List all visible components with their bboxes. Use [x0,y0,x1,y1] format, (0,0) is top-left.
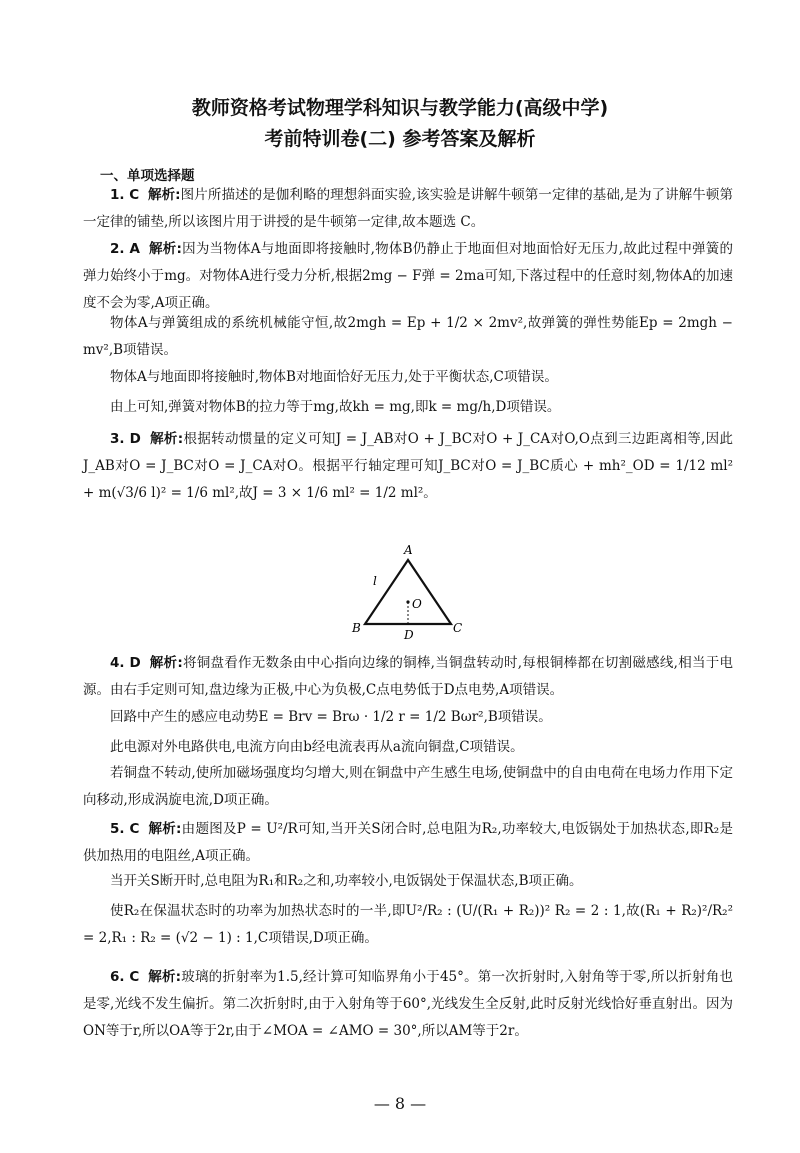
answer-2-para-1: 因为当物体A与地面即将接触时,物体B仍静止于地面但对地面恰好无压力,故此过程中弹簧的弹力始终小于mg。对物体A进行受力分析,根据2mg − F弹 = 2ma可知,下落过程中的任意时刻,物体A的加速度不会为零,A项正确。 [83,241,733,311]
answer-2-para-4: 由上可知,弹簧对物体B的拉力等于mg,故kh = mg,即k = mg/h,D项错误。 [110,399,561,415]
triangle-diagram [340,540,470,650]
page-title-line1: 教师资格考试物理学科知识与教学能力(高级中学) [191,97,609,119]
answer-4-para-3: 此电源对外电路供电,电流方向由b经电流表再从a流向铜盘,C项错误。 [110,739,524,755]
answer-3 [83,426,733,507]
answer-6-text: 玻璃的折射率为1.5,经计算可知临界角小于45°。第一次折射时,入射角等于零,所以折射角也是零,光线不发生偏折。第二次折射时,由于入射角等于60°,光线发生全反射,此时反射光线恰好垂直射出。因为ON等于r,所以OA等于2r,由于∠MOA = ∠AMO = 30°,所以AM等于2r。 [83,969,733,1039]
vertex-a-label: A [404,543,413,557]
side-length-label: l [373,574,377,588]
answer-2-para-3: 物体A与地面即将接触时,物体B对地面恰好无压力,处于平衡状态,C项错误。 [110,369,558,385]
page-number: — 8 — [373,1094,427,1113]
answer-1-text: 图片所描述的是伽利略的理想斜面实验,该实验是讲解牛顿第一定律的基础,是为了讲解牛顿第一定律的铺垫,所以该图片用于讲授的是牛顿第一定律,故本题选 C。 [83,187,733,230]
answer-5-label: 解析: [148,821,182,837]
answer-5-para-3: 使R₂在保温状态时的功率为加热状态时的一半,即U²/R₂ : (U/(R₁ + R₂))² R₂ = 2 : 1,故(R₁ + R₂)²/R₂² = 2,R₁ : R₂ = (√2 − 1) : 1,C项错误,D项正确。 [83,903,733,946]
answer-2-number: 2. A [110,241,140,257]
answer-5 [83,816,733,870]
answer-6 [83,964,733,1045]
answer-3-label: 解析: [150,431,184,447]
vertex-b-label: B [352,621,361,635]
answer-5-para-2: 当开关S断开时,总电阻为R₁和R₂之和,功率较小,电饭锅处于保温状态,B项正确。 [110,873,583,889]
answer-4 [83,650,733,704]
answer-4-label: 解析: [149,655,183,671]
answer-4-para-2: 回路中产生的感应电动势E = Brv = Brω · 1/2 r = 1/2 Bωr²,B项错误。 [110,709,552,725]
point-d-label: D [404,628,414,642]
answer-2-label: 解析: [148,241,182,257]
answer-6-number: 6. C [110,969,140,985]
answer-1 [83,182,733,236]
section-heading: 一、单项选择题 [100,168,195,184]
answer-1-label: 解析: [148,187,181,203]
vertex-c-label: C [453,621,463,635]
answer-2 [83,236,733,317]
answer-3-text: 根据转动惯量的定义可知J = J_AB对O + J_BC对O + J_CA对O,O点到三边距离相等,因此J_AB对O = J_BC对O = J_CA对O。根据平行轴定理可知J_BC对O = J_BC质心 + mh²_OD = 1/12 ml² + m(√3/6 l)² = 1/6 ml²,故J = 3 × 1/6 ml² = 1/2 ml²。 [83,431,734,501]
point-o-label: O [412,597,422,611]
answer-3-number: 3. D [110,431,141,447]
page-title-line2: 考前特训卷(二) 参考答案及解析 [264,128,536,150]
answer-4-para-1: 将铜盘看作无数条由中心指向边缘的铜棒,当铜盘转动时,每根铜棒都在切割磁感线,相当于电源。由右手定则可知,盘边缘为正极,中心为负极,C点电势低于D点电势,A项错误。 [83,655,733,698]
answer-4-para-4: 若铜盘不转动,使所加磁场强度均匀增大,则在铜盘中产生感生电场,使铜盘中的自由电荷在电场力作用下定向移动,形成涡旋电流,D项正确。 [83,765,733,808]
answer-5-number: 5. C [110,821,140,837]
answer-4-number: 4. D [110,655,141,671]
answer-5-para-1: 由题图及P = U²/R可知,当开关S闭合时,总电阻为R₂,功率较大,电饭锅处于加热状态,即R₂是供加热用的电阻丝,A项正确。 [83,821,733,864]
center-point-o [406,600,409,603]
answer-1-number: 1. C [110,187,140,203]
answer-6-label: 解析: [148,969,182,985]
answer-2-para-2: 物体A与弹簧组成的系统机械能守恒,故2mgh = Ep + 1/2 × 2mv²,故弹簧的弹性势能Ep = 2mgh − mv²,B项错误。 [83,315,733,358]
